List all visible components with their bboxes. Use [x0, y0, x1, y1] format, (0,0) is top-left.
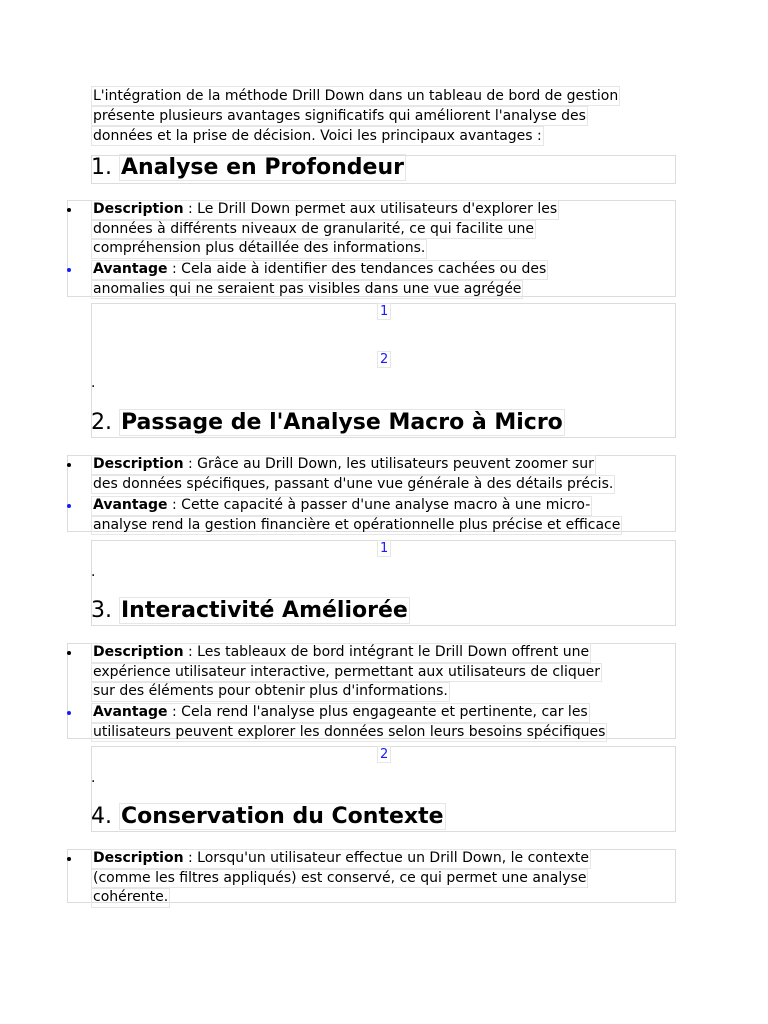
description-label: Description: [93, 201, 184, 217]
advantage-text: : Cette capacité à passer d'une analyse macro à une micro-: [167, 497, 591, 513]
intro-line: L'intégration de la méthode Drill Down dans un tableau de bord de gestion: [93, 88, 619, 104]
item-line: compréhension plus détaillée des informations.: [91, 239, 427, 259]
period-marker: .: [91, 770, 96, 786]
list-item-advantage: [91, 703, 681, 742]
item-line: expérience utilisateur interactive, permettant aux utilisateurs de cliquer: [91, 663, 602, 683]
item-line: [91, 260, 548, 280]
period-marker: .: [91, 375, 96, 391]
bullet-icon: [67, 208, 71, 212]
item-line: [91, 200, 559, 220]
section-heading: [91, 155, 406, 181]
section-heading: [91, 804, 446, 830]
item-line: [91, 643, 591, 663]
item-line: (comme les filtres appliqués) est conservé, ce qui permet une analyse: [91, 869, 588, 889]
item-line: utilisateurs peuvent explorer les données selon leurs besoins spécifiques: [91, 723, 607, 743]
item-line: [91, 455, 596, 475]
bullet-icon: [67, 857, 71, 861]
description-text: : Le Drill Down permet aux utilisateurs d'explorer les: [183, 201, 558, 217]
footnote-reference[interactable]: 1: [377, 303, 391, 320]
list-item-description: [91, 455, 681, 494]
footnote-reference[interactable]: 1: [377, 540, 391, 557]
advantage-label: Avantage: [93, 261, 168, 277]
list-item-description: [91, 849, 681, 908]
bullet-icon: [67, 711, 71, 715]
footnote-reference[interactable]: 2: [377, 746, 391, 763]
period-marker: .: [91, 564, 96, 580]
intro-line: présente plusieurs avantages significatifs qui améliorent l'analyse des: [93, 108, 586, 124]
item-line: [91, 849, 591, 869]
list-item-description: [91, 643, 681, 702]
description-text: : Grâce au Drill Down, les utilisateurs peuvent zoomer sur: [183, 456, 594, 472]
item-line: anomalies qui ne seraient pas visibles dans une vue agrégée: [91, 280, 523, 300]
list-item-description: [91, 200, 681, 259]
item-line: [91, 703, 590, 723]
section-heading: [91, 598, 410, 624]
item-line: analyse rend la gestion financière et opérationnelle plus précise et efficace: [91, 516, 622, 536]
section-number: 2.: [91, 410, 112, 435]
list-item-advantage: [91, 260, 681, 299]
section-number: 3.: [91, 598, 112, 623]
footnote-reference[interactable]: 2: [377, 351, 391, 368]
section-title: Interactivité Améliorée: [121, 598, 408, 623]
description-label: Description: [93, 644, 184, 660]
section-number: 1.: [91, 155, 112, 180]
advantage-text: : Cela aide à identifier des tendances cachées ou des: [167, 261, 547, 277]
description-text: : Lorsqu'un utilisateur effectue un Drill Down, le contexte: [183, 850, 589, 866]
item-line: sur des éléments pour obtenir plus d'informations.: [91, 682, 450, 702]
advantage-label: Avantage: [93, 704, 168, 720]
advantage-label: Avantage: [93, 497, 168, 513]
section-number: 4.: [91, 804, 112, 829]
intro-paragraph: [91, 86, 681, 146]
item-line: données à différents niveaux de granularité, ce qui facilite une: [91, 220, 536, 240]
section-heading: [91, 410, 565, 436]
intro-line: données et la prise de décision. Voici les principaux avantages :: [93, 128, 542, 144]
section-title: Analyse en Profondeur: [121, 155, 404, 180]
bullet-icon: [67, 504, 71, 508]
bullet-icon: [67, 268, 71, 272]
advantage-text: : Cela rend l'analyse plus engageante et pertinente, car les: [167, 704, 588, 720]
section-title: Passage de l'Analyse Macro à Micro: [121, 410, 563, 435]
bullet-icon: [67, 463, 71, 467]
section-title: Conservation du Contexte: [121, 804, 444, 829]
list-item-advantage: [91, 496, 681, 535]
item-line: [91, 496, 592, 516]
item-line: des données spécifiques, passant d'une vue générale à des détails précis.: [91, 475, 615, 495]
description-text: : Les tableaux de bord intégrant le Drill Down offrent une: [183, 644, 590, 660]
description-label: Description: [93, 456, 184, 472]
description-label: Description: [93, 850, 184, 866]
item-line: cohérente.: [91, 888, 170, 908]
bullet-icon: [67, 651, 71, 655]
